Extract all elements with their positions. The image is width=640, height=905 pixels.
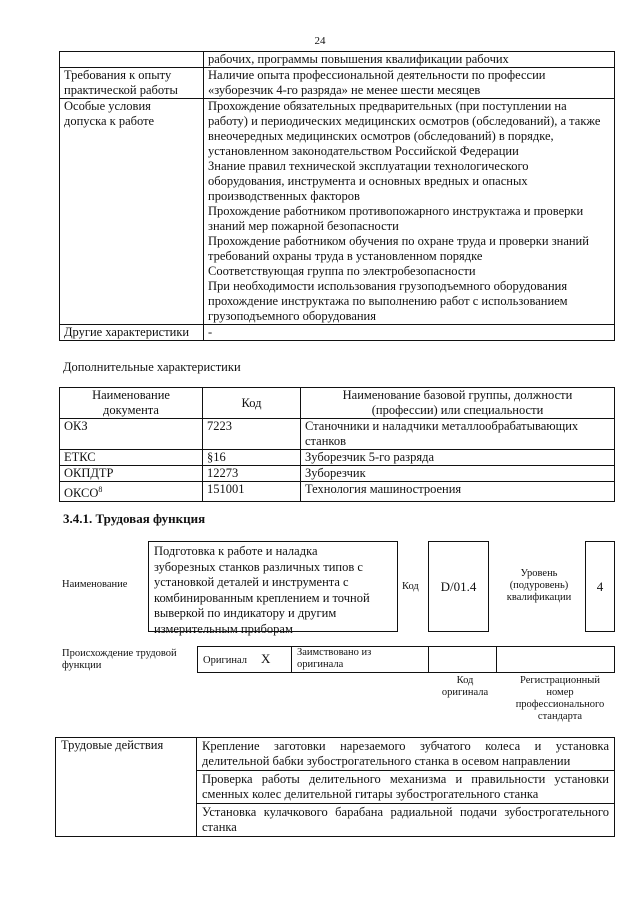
cell-name: Технология машиностроения xyxy=(301,482,615,502)
cell-code: 7223 xyxy=(203,419,301,450)
table-row xyxy=(60,466,615,482)
row-label: Требования к опыту практической работы xyxy=(60,68,204,99)
header-name: Наименование базовой группы, должности (профессии) или специальности xyxy=(301,388,615,419)
cell-name: Станочники и наладчики металлообрабатывающих станков xyxy=(301,419,615,450)
origin-label: Происхождение трудовой функции xyxy=(62,648,177,671)
table-row xyxy=(60,450,615,466)
classifiers-table xyxy=(59,387,615,502)
table-row xyxy=(60,52,615,68)
function-name-label: Наименование xyxy=(62,579,128,590)
qualification-table xyxy=(59,51,615,341)
function-code-label: Код xyxy=(402,581,419,592)
cell-name: Зуборезчик xyxy=(301,466,615,482)
table-row xyxy=(198,647,615,673)
function-name-box: Подготовка к работе и наладка зуборезных станков различных типов с установкой деталей и инструмента с комбинированным креплением и точной выверкой по индикатору и другим измерительным приборам xyxy=(148,541,398,632)
cell-code: 151001 xyxy=(203,482,301,502)
row-value: Прохождение обязательных предварительных (при поступлении на работу) и периодических медицинских осмотров (обследований), а также внеочередных медицинских осмотров (обследований) в порядке, установленном законодательством Российской Федерации Знание правил технической эксплуатации технологического оборудования, инструмента и основных вредных и опасных производственных факторов Прохождение работником противопожарного инструктажа и проверки знаний мер пожарной безопасности Прохождение работником обучения по охране труда и проверки знаний требований охраны труда в установленном порядке Соответствующая группа по электробезопасности При необходимости использования грузоподъемного оборудования прохождение инструктажа по выполнению работ с использованием грузоподъемного оборудования xyxy=(204,99,615,325)
origin-borrowed-cell: Заимствовано из оригинала xyxy=(292,647,429,673)
row-value: Наличие опыта профессиональной деятельности по профессии «зуборезчик 4-го разряда» не менее шести месяцев xyxy=(204,68,615,99)
table-row xyxy=(60,482,615,502)
origin-table xyxy=(197,646,615,673)
origin-code-cell xyxy=(429,647,497,673)
header-code: Код xyxy=(203,388,301,419)
row-label: Особые условия допуска к работе xyxy=(60,99,204,325)
page-number: 24 xyxy=(314,35,326,47)
section-title: 3.4.1. Трудовая функция xyxy=(63,511,206,526)
cell-code: 12273 xyxy=(203,466,301,482)
original-mark: X xyxy=(261,651,271,666)
level-box: 4 xyxy=(585,541,615,632)
code-original-caption: Код оригинала xyxy=(441,675,489,698)
level-label: Уровень (подуровень) квалификации xyxy=(506,568,572,603)
footnote-mark: 8 xyxy=(98,485,103,494)
cell-name: Зуборезчик 5-го разряда xyxy=(301,450,615,466)
cell-doc: ЕТКС xyxy=(60,450,203,466)
row-value: - xyxy=(204,325,615,341)
cell-code: §16 xyxy=(203,450,301,466)
labor-actions-label: Трудовые действия xyxy=(56,738,197,837)
cell-doc: ОКСО$^8$ xyxy=(60,482,203,502)
table-row xyxy=(60,68,615,99)
header-doc: Наименование документа xyxy=(60,388,203,419)
registration-number-caption: Регистрационный номер профессионального стандарта xyxy=(515,675,605,722)
function-code-box: D/01.4 xyxy=(428,541,489,632)
labor-action: Установка кулачкового барабана радиальной подачи зубострогательного станка xyxy=(197,804,615,837)
row-value: рабочих, программы повышения квалификации рабочих xyxy=(204,52,615,68)
table-row xyxy=(60,325,615,341)
row-label: Другие характеристики xyxy=(60,325,204,341)
labor-action: Проверка работы делительного механизма и правильности установки сменных колес делительной гитары зубострогательного станка xyxy=(197,771,615,804)
labor-action: Крепление заготовки нарезаемого зубчатого колеса и установка делительной бабки зубострогательного станка в осевом направлении xyxy=(197,738,615,771)
table-row xyxy=(56,738,615,771)
table-row xyxy=(60,419,615,450)
table-header-row xyxy=(60,388,615,419)
cell-doc: ОКЗ xyxy=(60,419,203,450)
table-row xyxy=(60,99,615,325)
origin-reg-cell xyxy=(497,647,615,673)
labor-actions-table xyxy=(55,737,615,837)
extra-characteristics-caption: Дополнительные характеристики xyxy=(63,360,241,374)
row-label xyxy=(60,52,204,68)
origin-original-cell: Оригинал X xyxy=(198,647,292,673)
cell-doc: ОКПДТР xyxy=(60,466,203,482)
